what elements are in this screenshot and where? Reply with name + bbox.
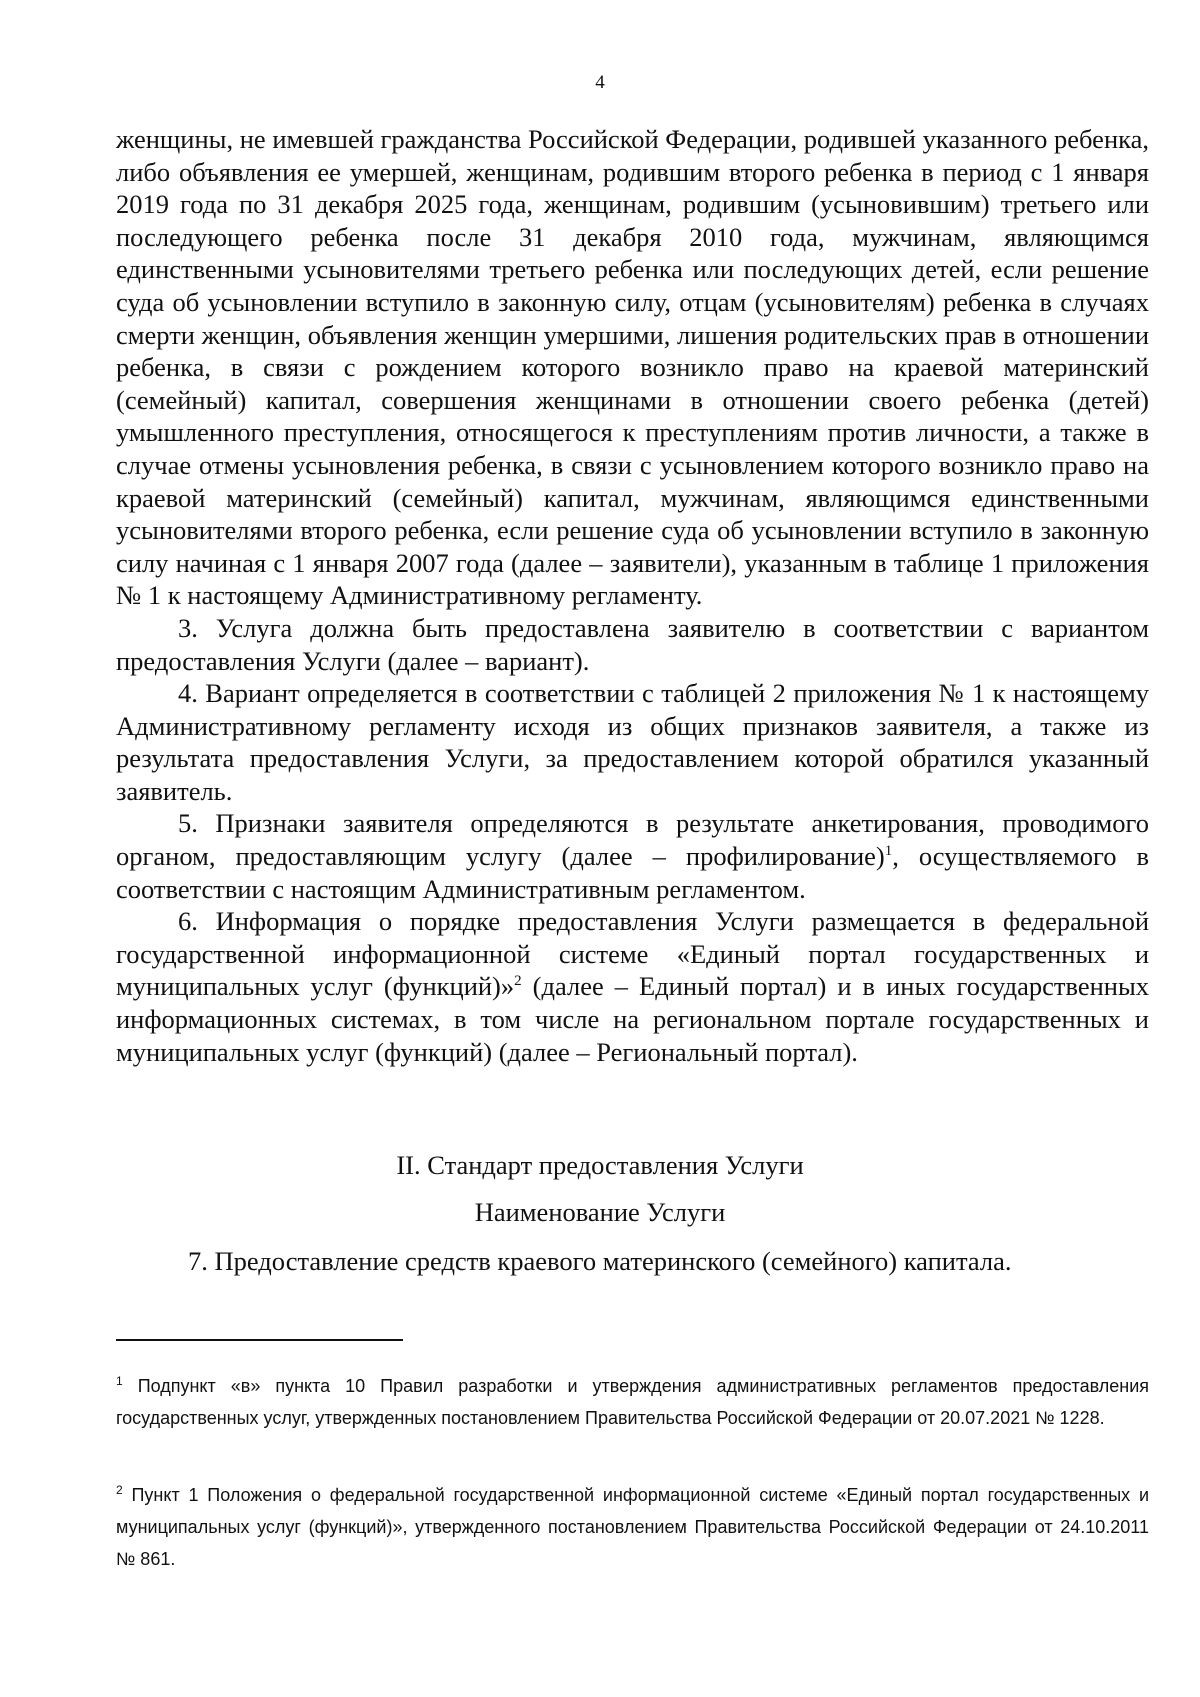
footnote-2 bbox=[116, 1479, 1149, 1575]
paragraph-5-text-b: , осуществляемого в соответствии с настоящим Административным регламентом. bbox=[116, 841, 1149, 904]
paragraph-5 bbox=[116, 807, 1149, 905]
footnote-2-mark: 2 bbox=[116, 1483, 123, 1497]
section-title: II. Стандарт предоставления Услуги bbox=[396, 1150, 804, 1180]
footnote-divider bbox=[116, 1339, 403, 1341]
paragraph-3: 3. Услуга должна быть предоставлена заявителю в соответствии с вариантом предоставления Услуги (далее – вариант). bbox=[116, 612, 1149, 676]
body-text bbox=[116, 123, 1149, 1068]
page-number: 4 bbox=[595, 72, 605, 93]
paragraph-7: 7. Предоставление средств краевого материнского (семейного) капитала. bbox=[188, 1246, 1012, 1276]
footnote-2-text: Пункт 1 Положения о федеральной государственной информационной системе «Единый портал государственных и муниципальных услуг (функций)», утвержденного постановлением Правительства Российской Федерации от 24.10.2011 № 861. bbox=[116, 1485, 1149, 1569]
paragraph-6 bbox=[116, 905, 1149, 1068]
footnote-1 bbox=[116, 1370, 1149, 1434]
paragraph-6-text-b: (далее – Единый портал) и в иных государственных информационных системах, в том числе на региональном портале государственных и муниципальных услуг (функций) (далее – Региональный портал). bbox=[116, 971, 1150, 1067]
paragraph-continued: женщины, не имевшей гражданства Российской Федерации, родившей указанного ребенка, либо объявления ее умершей, женщинам, родившим второго ребенка в период с 1 января 2019 года по 31 декабря 2025 года, женщинам, родившим (усыновившим) третьего или последующего ребенка после 31 декабря 2010 года, мужчинам, являющимся единственными усыновителями третьего ребенка или последующих детей, если решение суда об усыновлении вступило в законную силу, отцам (усыновителям) ребенка в случаях смерти женщин, объявления женщин умершими, лишения родительских прав в отношении ребенка, в связи с рождением которого возникло право на краевой материнский (семейный) капитал, совершения женщинами в отношении своего ребенка (детей) умышленного преступления, относящегося к преступлениям против личности, а также в случае отмены усыновления ребенка, в связи с усыновлением которого возникло право на краевой материнский (семейный) капитал, мужчинам, являющимся единственными усыновителями второго ребенка, если решение суда об усыновлении вступило в законную силу начиная с 1 января 2007 года (далее – заявители), указанным в таблице 1 приложения № 1 к настоящему Административному регламенту. bbox=[116, 124, 1149, 611]
footnote-1-mark: 1 bbox=[116, 1374, 123, 1388]
footnote-1-text: Подпункт «в» пункта 10 Правил разработки и утверждения административных регламентов предоставления государственных услуг, утвержденных постановлением Правительства Российской Федерации от 20.07.2021 № 1228. bbox=[116, 1376, 1149, 1428]
footnote-ref-2: 2 bbox=[514, 973, 522, 990]
paragraph-5-text-a: 5. Признаки заявителя определяются в результате анкетирования, проводимого органом, предоставляющим услугу (далее – профилирование) bbox=[116, 808, 1149, 872]
paragraph-6-text-a: 6. Информация о порядке предоставления Услуги размещается в федеральной государственной информационной системе «Единый портал государственных и муниципальных услуг (функций)» bbox=[116, 906, 1149, 1002]
section-subtitle: Наименование Услуги bbox=[474, 1197, 726, 1227]
paragraph-4: 4. Вариант определяется в соответствии с таблицей 2 приложения № 1 к настоящему Административному регламенту исходя из общих признаков заявителя, а также из результата предоставления Услуги, за предоставлением которой обратился указанный заявитель. bbox=[116, 678, 1149, 806]
footnote-ref-1: 1 bbox=[884, 843, 893, 860]
